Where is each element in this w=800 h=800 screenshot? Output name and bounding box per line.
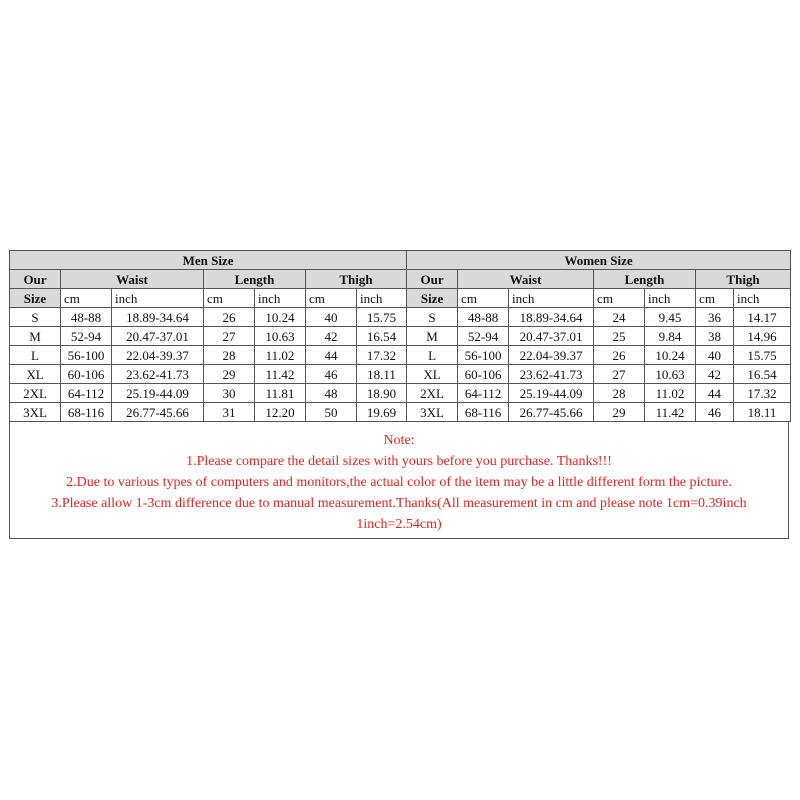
table-row <box>10 327 407 346</box>
waist-cm-cell: 68-116 <box>458 403 509 422</box>
waist-cm-cell: 68-116 <box>61 403 112 422</box>
table-row <box>407 365 791 384</box>
waist-inch-cell: 20.47-37.01 <box>112 327 204 346</box>
waist-cm-cell: 60-106 <box>458 365 509 384</box>
thigh-inch-cell: 16.54 <box>734 365 791 384</box>
notes-box <box>9 422 789 539</box>
size-cell: M <box>407 327 458 346</box>
thigh-inch-cell: 19.69 <box>357 403 407 422</box>
men-unit-inch: inch <box>112 289 204 308</box>
thigh-cm-cell: 48 <box>306 384 357 403</box>
waist-cm-cell: 64-112 <box>61 384 112 403</box>
length-inch-cell: 10.63 <box>255 327 306 346</box>
length-cm-cell: 26 <box>594 346 645 365</box>
waist-inch-cell: 18.89-34.64 <box>509 308 594 327</box>
women-length-header: Length <box>594 270 696 289</box>
size-cell: L <box>407 346 458 365</box>
notes-heading: Note: <box>383 433 415 448</box>
women-size-table <box>406 250 791 422</box>
waist-inch-cell: 23.62-41.73 <box>112 365 204 384</box>
length-inch-cell: 9.45 <box>645 308 696 327</box>
waist-cm-cell: 52-94 <box>61 327 112 346</box>
length-inch-cell: 11.42 <box>645 403 696 422</box>
men-unit-inch: inch <box>255 289 306 308</box>
length-cm-cell: 31 <box>204 403 255 422</box>
table-row <box>407 403 791 422</box>
length-inch-cell: 12.20 <box>255 403 306 422</box>
length-inch-cell: 10.24 <box>255 308 306 327</box>
thigh-inch-cell: 14.96 <box>734 327 791 346</box>
thigh-inch-cell: 18.11 <box>357 365 407 384</box>
table-row <box>407 346 791 365</box>
thigh-inch-cell: 15.75 <box>357 308 407 327</box>
table-row <box>407 327 791 346</box>
note-line-1: 1.Please compare the detail sizes with yours before you purchase. Thanks!!! <box>186 454 612 469</box>
size-cell: XL <box>10 365 61 384</box>
women-unit-cm: cm <box>696 289 734 308</box>
women-size-title: Women Size <box>407 251 791 270</box>
length-inch-cell: 9.84 <box>645 327 696 346</box>
women-thigh-header: Thigh <box>696 270 791 289</box>
thigh-inch-cell: 18.11 <box>734 403 791 422</box>
length-cm-cell: 28 <box>594 384 645 403</box>
thigh-cm-cell: 44 <box>306 346 357 365</box>
table-row <box>10 308 407 327</box>
thigh-inch-cell: 16.54 <box>357 327 407 346</box>
thigh-inch-cell: 18.90 <box>357 384 407 403</box>
thigh-cm-cell: 42 <box>306 327 357 346</box>
waist-inch-cell: 22.04-39.37 <box>509 346 594 365</box>
men-unit-cm: cm <box>306 289 357 308</box>
length-inch-cell: 11.02 <box>645 384 696 403</box>
thigh-inch-cell: 17.32 <box>734 384 791 403</box>
waist-inch-cell: 18.89-34.64 <box>112 308 204 327</box>
women-our-size-bottom: Size <box>407 289 458 308</box>
size-cell: 2XL <box>10 384 61 403</box>
thigh-cm-cell: 44 <box>696 384 734 403</box>
length-inch-cell: 10.63 <box>645 365 696 384</box>
waist-inch-cell: 20.47-37.01 <box>509 327 594 346</box>
women-unit-inch: inch <box>509 289 594 308</box>
size-cell: S <box>10 308 61 327</box>
thigh-cm-cell: 36 <box>696 308 734 327</box>
note-line-3: 3.Please allow 1-3cm difference due to manual measurement.Thanks(All measurement in cm and please note 1cm=0.39inch 1inch=2.54cm) <box>51 496 747 532</box>
size-chart <box>9 250 789 539</box>
waist-inch-cell: 26.77-45.66 <box>509 403 594 422</box>
table-row <box>10 384 407 403</box>
women-waist-header: Waist <box>458 270 594 289</box>
length-inch-cell: 11.81 <box>255 384 306 403</box>
men-our-size-bottom: Size <box>10 289 61 308</box>
table-row <box>407 308 791 327</box>
size-cell: 3XL <box>407 403 458 422</box>
men-our-size-top: Our <box>10 270 61 289</box>
table-row <box>10 365 407 384</box>
thigh-cm-cell: 46 <box>696 403 734 422</box>
thigh-cm-cell: 38 <box>696 327 734 346</box>
thigh-inch-cell: 14.17 <box>734 308 791 327</box>
men-size-table <box>9 250 407 422</box>
length-cm-cell: 30 <box>204 384 255 403</box>
waist-cm-cell: 64-112 <box>458 384 509 403</box>
table-row <box>407 384 791 403</box>
length-inch-cell: 10.24 <box>645 346 696 365</box>
men-length-header: Length <box>204 270 306 289</box>
note-line-2: 2.Due to various types of computers and monitors,the actual color of the item may be a little different form the picture. <box>66 475 732 490</box>
length-cm-cell: 26 <box>204 308 255 327</box>
size-cell: 2XL <box>407 384 458 403</box>
waist-inch-cell: 25.19-44.09 <box>112 384 204 403</box>
waist-cm-cell: 60-106 <box>61 365 112 384</box>
length-inch-cell: 11.02 <box>255 346 306 365</box>
men-unit-inch: inch <box>357 289 407 308</box>
length-inch-cell: 11.42 <box>255 365 306 384</box>
waist-cm-cell: 52-94 <box>458 327 509 346</box>
length-cm-cell: 24 <box>594 308 645 327</box>
men-thigh-header: Thigh <box>306 270 407 289</box>
women-unit-cm: cm <box>594 289 645 308</box>
size-cell: M <box>10 327 61 346</box>
thigh-cm-cell: 50 <box>306 403 357 422</box>
waist-cm-cell: 48-88 <box>458 308 509 327</box>
size-cell: S <box>407 308 458 327</box>
waist-cm-cell: 56-100 <box>61 346 112 365</box>
women-unit-inch: inch <box>734 289 791 308</box>
men-waist-header: Waist <box>61 270 204 289</box>
waist-inch-cell: 26.77-45.66 <box>112 403 204 422</box>
length-cm-cell: 25 <box>594 327 645 346</box>
waist-inch-cell: 23.62-41.73 <box>509 365 594 384</box>
size-cell: 3XL <box>10 403 61 422</box>
length-cm-cell: 28 <box>204 346 255 365</box>
thigh-cm-cell: 40 <box>306 308 357 327</box>
length-cm-cell: 29 <box>204 365 255 384</box>
women-unit-cm: cm <box>458 289 509 308</box>
men-size-title: Men Size <box>10 251 407 270</box>
men-unit-cm: cm <box>204 289 255 308</box>
thigh-inch-cell: 17.32 <box>357 346 407 365</box>
table-row <box>10 403 407 422</box>
women-unit-inch: inch <box>645 289 696 308</box>
table-row <box>10 346 407 365</box>
length-cm-cell: 27 <box>204 327 255 346</box>
waist-inch-cell: 22.04-39.37 <box>112 346 204 365</box>
thigh-cm-cell: 46 <box>306 365 357 384</box>
waist-cm-cell: 48-88 <box>61 308 112 327</box>
thigh-cm-cell: 40 <box>696 346 734 365</box>
size-tables <box>9 250 789 422</box>
length-cm-cell: 27 <box>594 365 645 384</box>
thigh-inch-cell: 15.75 <box>734 346 791 365</box>
size-cell: L <box>10 346 61 365</box>
men-unit-cm: cm <box>61 289 112 308</box>
size-cell: XL <box>407 365 458 384</box>
women-our-size-top: Our <box>407 270 458 289</box>
waist-inch-cell: 25.19-44.09 <box>509 384 594 403</box>
thigh-cm-cell: 42 <box>696 365 734 384</box>
length-cm-cell: 29 <box>594 403 645 422</box>
waist-cm-cell: 56-100 <box>458 346 509 365</box>
